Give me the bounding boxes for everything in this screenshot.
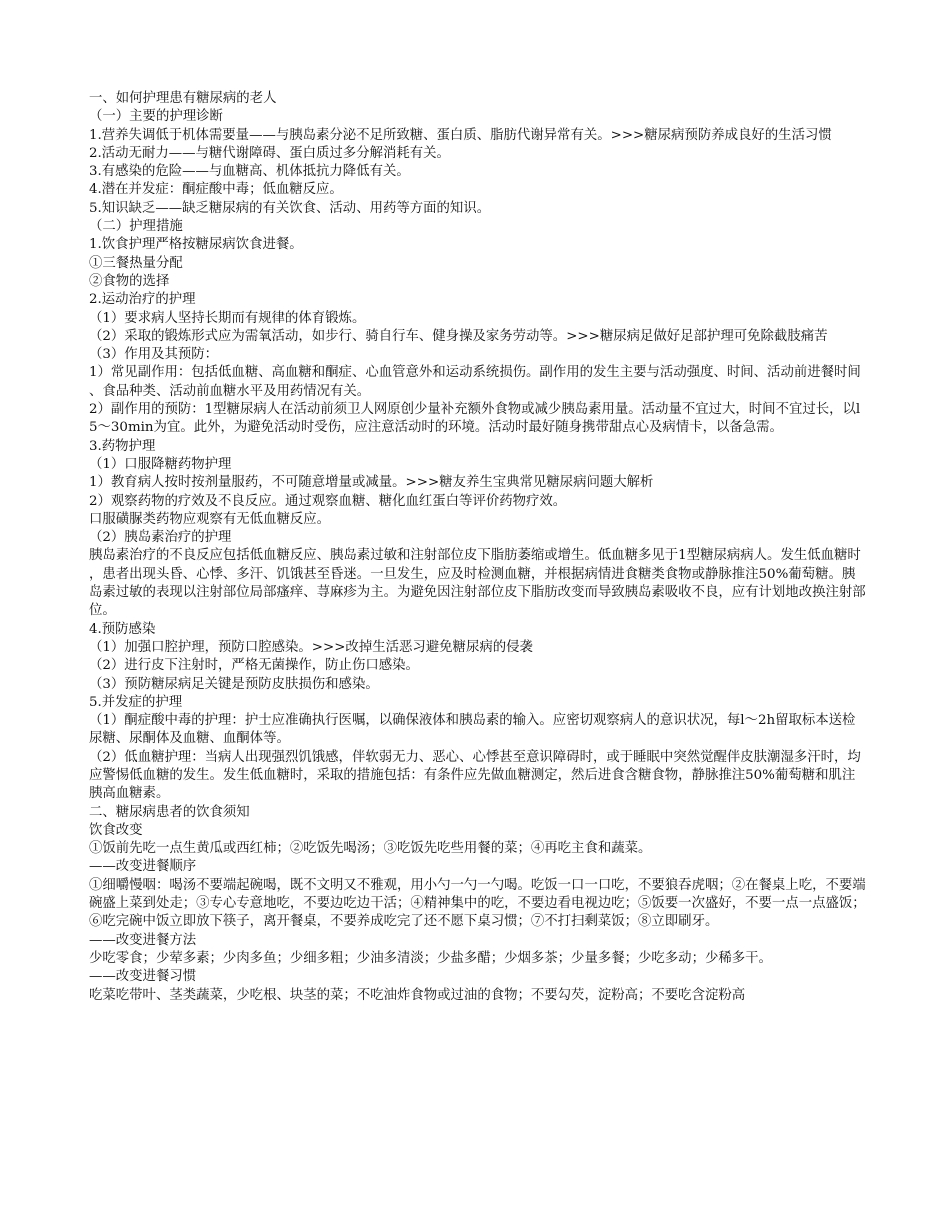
paragraph: ②食物的选择 [89,273,170,289]
paragraph: 5.知识缺乏——缺乏糖尿病的有关饮食、活动、用药等方面的知识。 [89,200,491,216]
paragraph: ——改变进餐方法 [89,932,197,948]
document-body [89,90,867,1005]
paragraph: （3）作用及其预防： [89,347,219,363]
paragraph: 4.潜在并发症：酮症酸中毒；低血糖反应。 [89,182,343,198]
paragraph: ——改变进餐顺序 [89,859,197,875]
paragraph: 1）常见副作用：包括低血糖、高血糖和酮症、心血管意外和运动系统损伤。副作用的发生主要与活动强度、时间、活动前进餐时间、食品种类、活动前血糖水平及用药情况有关。 [89,365,861,399]
paragraph: ①饭前先吃一点生黄瓜或西红柿；②吃饭先喝汤；③吃饭先吃些用餐的菜；④再吃主食和蔬菜。 [89,841,652,857]
paragraph: 3.有感染的危险——与血糖高、机体抵抗力降低有关。 [89,164,410,180]
subsection-heading: （一）主要的护理诊断 [89,109,223,125]
paragraph: ①三餐热量分配 [89,255,183,271]
paragraph: 饮食改变 [89,822,143,838]
paragraph: （1）加强口腔护理，预防口腔感染。>>>改掉生活恶习避免糖尿病的侵袭 [89,639,533,655]
paragraph: 2.运动治疗的护理 [89,292,196,308]
paragraph: （3）预防糖尿病足关键是预防皮肤损伤和感染。 [89,676,379,692]
paragraph: （2）采取的锻炼形式应为需氧活动，如步行、骑自行车、健身操及家务劳动等。>>>糖尿病足做好足部护理可免除截肢痛苦 [89,328,828,344]
paragraph: 吃菜吃带叶、茎类蔬菜，少吃根、块茎的菜；不吃油炸食物或过油的食物；不要勾芡，淀粉高；不要吃含淀粉高 [89,987,746,1003]
subsection-heading: （二）护理措施 [89,219,183,235]
paragraph: （2）进行皮下注射时，严格无菌操作，防止伤口感染。 [89,658,419,674]
section-heading: 二、糖尿病患者的饮食须知 [89,804,250,820]
paragraph: 少吃零食；少荤多素；少肉多鱼；少细多粗；少油多清淡；少盐多醋；少烟多茶；少量多餐；少吃多动；少稀多干。 [89,950,772,966]
paragraph: 口服磺脲类药物应观察有无低血糖反应。 [89,511,331,527]
section-heading: 一、如何护理患有糖尿病的老人 [89,91,277,106]
paragraph: 3.药物护理 [89,438,156,454]
paragraph: （1）要求病人坚持长期而有规律的体育锻炼。 [89,310,366,326]
paragraph: （2）胰岛素治疗的护理 [89,530,232,546]
paragraph: 4.预防感染 [89,621,156,637]
paragraph: 1.营养失调低于机体需要量——与胰岛素分泌不足所致糖、蛋白质、脂肪代谢异常有关。>>>糖尿病预防养成良好的生活习惯 [89,127,832,143]
paragraph: （1）口服降糖药物护理 [89,456,232,472]
paragraph: 5.并发症的护理 [89,694,183,710]
paragraph: ①细嚼慢咽：喝汤不要端起碗喝，既不文明又不雅观，用小勺一勺一勺喝。吃饭一口一口吃，不要狼吞虎咽；②在餐桌上吃，不要端碗盛上菜到处走；③专心专意地吃，不要边吃边干活；④精神集中的吃，不要边看电视边吃；⑤饭要一次盛好，不要一点一点盛饭；⑥吃完碗中饭立即放下筷子，离开餐桌，不要养成吃完了还不愿下桌习惯；⑦不打扫剩菜饭；⑧立即刷牙。 [89,877,866,930]
paragraph: 1）教育病人按时按剂量服药，不可随意增量或减量。>>>糖友养生宝典常见糖尿病问题大解析 [89,475,654,491]
paragraph: ——改变进餐习惯 [89,969,197,985]
paragraph: 2）观察药物的疗效及不良反应。通过观察血糖、糖化血红蛋白等评价药物疗效。 [89,493,567,509]
paragraph: 1.饮食护理严格按糖尿病饮食进餐。 [89,237,303,253]
paragraph: （1）酮症酸中毒的护理：护士应准确执行医嘱，以确保液体和胰岛素的输入。应密切观察病人的意识状况，每l～2h留取标本送检尿糖、尿酮体及血糖、血酮体等。 [89,713,856,747]
paragraph: 2）副作用的预防：1型糖尿病人在活动前须卫人网原创少量补充额外食物或减少胰岛素用量。活动量不宜过大，时间不宜过长，以l5～30min为宜。此外，为避免活动时受伤，应注意活动时的环境。活动时最好随身携带甜点心及病情卡，以备急需。 [89,402,861,436]
paragraph: （2）低血糖护理：当病人出现强烈饥饿感，伴软弱无力、恶心、心悸甚至意识障碍时，或于睡眠中突然觉醒伴皮肤潮湿多汗时，均应警惕低血糖的发生。发生低血糖时，采取的措施包括：有条件应先做血糖测定，然后进食含糖食物，静脉推注50%葡萄糖和肌注胰高血糖素。 [89,749,861,802]
paragraph: 2.活动无耐力——与糖代谢障碍、蛋白质过多分解消耗有关。 [89,145,450,161]
paragraph: 胰岛素治疗的不良反应包括低血糖反应、胰岛素过敏和注射部位皮下脂肪萎缩或增生。低血糖多见于1型糖尿病病人。发生低血糖时，患者出现头昏、心悸、多汗、饥饿甚至昏迷。一旦发生，应及时检测血糖，并根据病情进食糖类食物或静脉推注50%葡萄糖。胰岛素过敏的表现以注射部位局部瘙痒、荨麻疹为主。为避免因注射部位皮下脂肪改变而导致胰岛素吸收不良，应有计划地改换注射部位。 [89,548,866,619]
